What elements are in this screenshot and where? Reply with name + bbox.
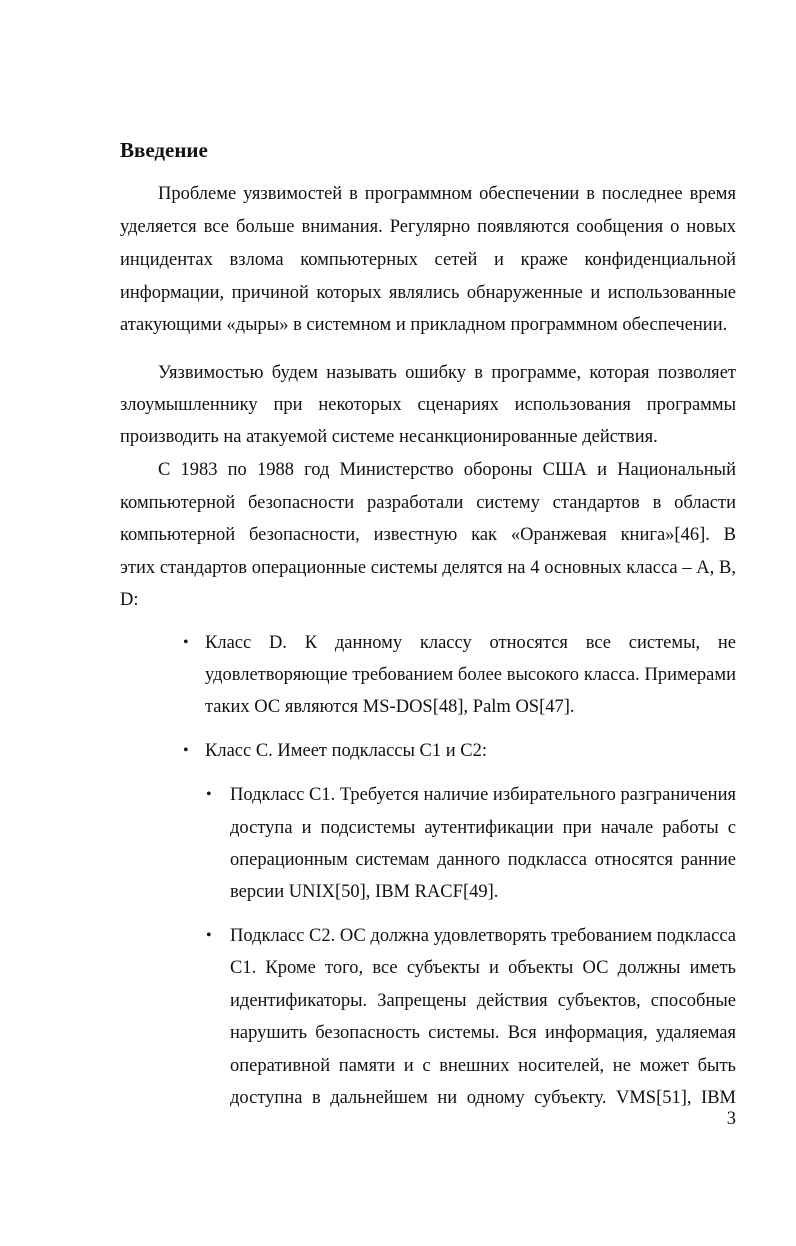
text-line: C1. Кроме того, все субъекты и объекты ОС должны иметь: [230, 958, 736, 978]
text-line: компьютерной безопасности, известную как «Оранжевая книга»[46]. В: [120, 525, 736, 545]
text-line: удовлетворяющие требованием более высокого класса. Примерами: [205, 665, 736, 685]
text-line: этих стандартов операционные системы делятся на 4 основных класса – A, B,: [120, 558, 736, 578]
text-line: идентификаторы. Запрещены действия субъектов, способные: [230, 991, 736, 1011]
section-heading: Введение: [120, 138, 208, 162]
text-line: таких ОС являются MS-DOS[48], Palm OS[47].: [205, 697, 575, 717]
text-line: информации, причиной которых являлись обнаруженные и использованные: [120, 283, 736, 303]
text-line: злоумышленнику при некоторых сценариях использования программы: [120, 395, 736, 415]
text-line: Проблеме уязвимостей в программном обеспечении в последнее время: [158, 184, 736, 204]
text-line: нарушить безопасность системы. Вся информация, удаляемая: [230, 1023, 736, 1043]
text-line: доступна в дальнейшем ни одному субъекту. VMS[51], IBM: [230, 1088, 736, 1108]
bullet-icon: •: [206, 927, 212, 944]
text-line: Подкласс C1. Требуется наличие избирательного разграничения: [230, 785, 736, 805]
text-line: оперативной памяти и с внешних носителей, не может быть: [230, 1056, 736, 1076]
page-number: 3: [726, 1109, 736, 1129]
text-line: D:: [120, 590, 139, 610]
text-line: инцидентах взлома компьютерных сетей и краже конфиденциальной: [120, 250, 736, 270]
text-line: операционным системам данного подкласса относятся ранние: [230, 850, 736, 870]
text-line: доступа и подсистемы аутентификации при начале работы с: [230, 818, 736, 838]
text-line: атакующими «дыры» в системном и прикладном программном обеспечении.: [120, 315, 728, 335]
text-line: С 1983 по 1988 год Министерство обороны США и Национальный: [158, 460, 736, 480]
text-line: компьютерной безопасности разработали систему стандартов в области: [120, 493, 736, 513]
text-line: Подкласс C2. ОС должна удовлетворять требованием подкласса: [230, 926, 736, 946]
bullet-icon: •: [183, 742, 189, 759]
text-line: уделяется все больше внимания. Регулярно появляются сообщения о новых: [120, 217, 736, 237]
text-line: версии UNIX[50], IBM RACF[49].: [230, 882, 499, 902]
bullet-icon: •: [183, 634, 189, 651]
text-line: Уязвимостью будем называть ошибку в программе, которая позволяет: [158, 363, 736, 383]
bullet-icon: •: [206, 786, 212, 803]
text-line: Класс D. К данному классу относятся все системы, не: [205, 633, 736, 653]
text-line: Класс C. Имеет подклассы C1 и C2:: [205, 741, 488, 761]
text-line: производить на атакуемой системе несанкционированные действия.: [120, 427, 658, 447]
